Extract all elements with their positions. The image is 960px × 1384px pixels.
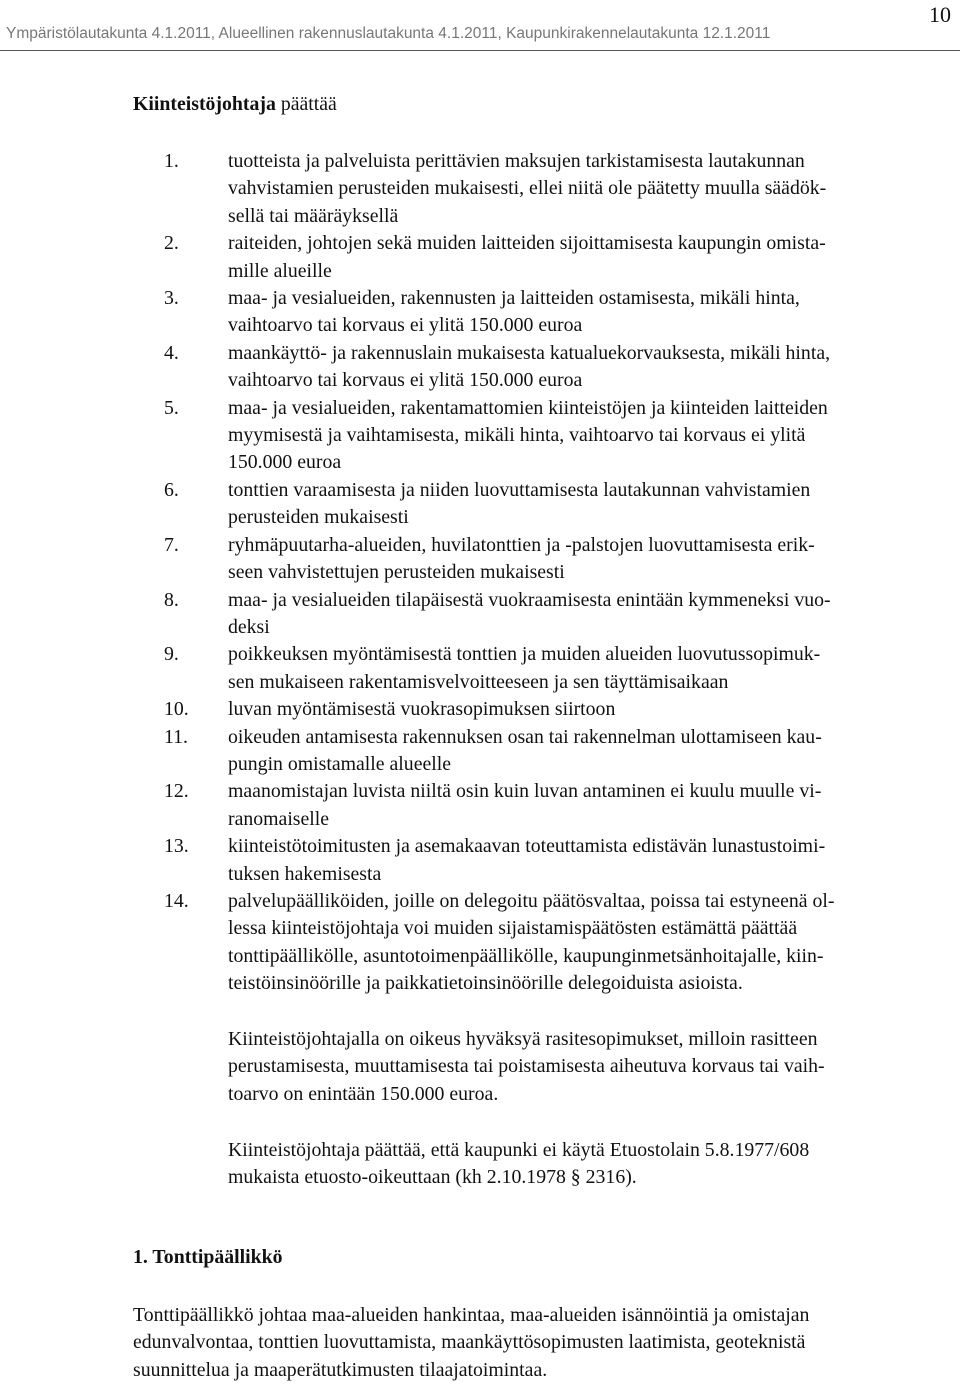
paragraph-line: toarvo on enintään 150.000 euroa. bbox=[228, 1082, 499, 1105]
list-item-line: perusteiden mukaisesti bbox=[228, 506, 409, 529]
list-item-number: 2. bbox=[164, 232, 179, 255]
running-header: Ympäristölautakunta 4.1.2011, Alueellinen rakennuslautakunta 4.1.2011, Kaupunkirakennelautakunta 12.1.2011 bbox=[6, 25, 771, 42]
list-item bbox=[133, 230, 948, 285]
list-item bbox=[133, 477, 948, 532]
decision-list bbox=[133, 148, 948, 998]
list-item bbox=[133, 587, 948, 642]
page-number: 10 bbox=[929, 2, 951, 27]
list-item-line: luvan myöntämisestä vuokrasopimuksen siirtoon bbox=[228, 698, 616, 721]
list-item-number: 11. bbox=[164, 725, 188, 748]
heading-bold: Kiinteistöjohtaja bbox=[133, 93, 276, 115]
list-item-line: kiinteistötoimitusten ja asemakaavan toteuttamista edistävän lunastustoimi- bbox=[228, 835, 826, 858]
list-item-number: 7. bbox=[164, 533, 179, 556]
paragraph-line: Kiinteistöjohtaja päättää, että kaupunki ei käytä Etuostolain 5.8.1977/608 bbox=[228, 1139, 810, 1161]
list-item-line: maa- ja vesialueiden, rakennusten ja laitteiden ostamisesta, mikäli hinta, bbox=[228, 287, 800, 310]
list-item-line: tonttien varaamisesta ja niiden luovuttamisesta lautakunnan vahvistamien bbox=[228, 478, 811, 501]
list-item-line: palvelupäälliköiden, joille on delegoitu päätösvaltaa, poissa tai estyneenä ol- bbox=[228, 889, 835, 912]
list-item-line: 150.000 euroa bbox=[228, 451, 342, 474]
list-item-line: maankäyttö- ja rakennuslain mukaisesta katualuekorvauksesta, mikäli hinta, bbox=[228, 341, 831, 364]
list-item bbox=[133, 696, 948, 723]
list-item-number: 1. bbox=[164, 150, 179, 172]
list-item-line: vaihtoarvo tai korvaus ei ylitä 150.000 euroa bbox=[228, 369, 583, 392]
list-item-line: tuotteista ja palveluista perittävien maksujen tarkistamisesta lautakunnan bbox=[228, 150, 805, 172]
list-item-number: 8. bbox=[164, 588, 179, 611]
list-item-line: mille alueille bbox=[228, 259, 332, 282]
list-item-number: 10. bbox=[164, 698, 189, 721]
list-item-number: 13. bbox=[164, 835, 189, 858]
list-item bbox=[133, 641, 948, 696]
list-item bbox=[133, 778, 948, 833]
list-item bbox=[133, 285, 948, 340]
list-item-number: 5. bbox=[164, 396, 179, 419]
list-item-line: maanomistajan luvista niiltä osin kuin luvan antaminen ei kuulu muulle vi- bbox=[228, 780, 822, 803]
list-item bbox=[133, 833, 948, 888]
list-item-line: vahvistamien perusteiden mukaisesti, ellei niitä ole päätetty muulla säädök- bbox=[228, 177, 827, 200]
list-item-line: seen vahvistettujen perusteiden mukaisesti bbox=[228, 561, 565, 584]
list-item-line: deksi bbox=[228, 615, 270, 638]
list-item-number: 9. bbox=[164, 643, 179, 666]
list-item-line: maa- ja vesialueiden, rakentamattomien kiinteistöjen ja kiinteiden laitteiden bbox=[228, 396, 828, 419]
list-item bbox=[133, 148, 948, 230]
paragraph-line: edunvalvontaa, tonttien luovuttamista, maankäyttösopimusten laatimista, geoteknistä bbox=[133, 1331, 806, 1354]
list-item-line: sen mukaiseen rakentamisvelvoitteeseen ja sen täyttämisaikaan bbox=[228, 670, 729, 693]
list-item bbox=[133, 724, 948, 779]
list-item-line: tuksen hakemisesta bbox=[228, 862, 382, 885]
list-item-number: 4. bbox=[164, 341, 179, 364]
list-item bbox=[133, 395, 948, 477]
heading-rest: päättää bbox=[280, 93, 337, 115]
list-item-number: 3. bbox=[164, 287, 179, 310]
paragraph-tonttipaallikko bbox=[133, 1302, 948, 1384]
list-item-number: 6. bbox=[164, 478, 179, 501]
list-item bbox=[133, 532, 948, 587]
paragraph-line: mukaista etuosto-oikeuttaan (kh 2.10.1978 § 2316). bbox=[228, 1166, 637, 1189]
list-item bbox=[133, 340, 948, 395]
sub-heading-tonttipaallikko: 1. Tonttipäällikkö bbox=[133, 1246, 283, 1268]
list-item-line: ryhmäpuutarha-alueiden, huvilatonttien ja -palstojen luovuttamisesta erik- bbox=[228, 533, 815, 556]
paragraph-line: Kiinteistöjohtajalla on oikeus hyväksyä rasitesopimukset, milloin rasitteen bbox=[228, 1028, 818, 1050]
list-item-line: maa- ja vesialueiden tilapäisestä vuokraamisesta enintään kymmeneksi vuo- bbox=[228, 588, 831, 611]
list-item-line: tonttipäällikölle, asuntotoimenpäällikölle, kaupunginmetsänhoitajalle, kiin- bbox=[228, 944, 824, 967]
paragraph-line: Tonttipäällikkö johtaa maa-alueiden hankintaa, maa-alueiden isännöintiä ja omistajan bbox=[133, 1304, 810, 1326]
list-item-line: ranomaiselle bbox=[228, 807, 330, 830]
paragraph-easements bbox=[228, 1026, 948, 1108]
header-rule bbox=[0, 50, 960, 51]
list-item-line: teistöinsinöörille ja paikkatietoinsinöörille delegoiduista asioista. bbox=[228, 972, 743, 995]
list-item-line: lessa kiinteistöjohtaja voi muiden sijaistamispäätösten estämättä päättää bbox=[228, 917, 798, 940]
list-item-line: oikeuden antamisesta rakennuksen osan tai rakennelman ulottamiseen kau- bbox=[228, 725, 822, 748]
section-heading bbox=[133, 93, 337, 116]
list-item-number: 14. bbox=[164, 889, 189, 912]
list-item-line: pungin omistamalle alueelle bbox=[228, 752, 452, 775]
list-item-line: vaihtoarvo tai korvaus ei ylitä 150.000 euroa bbox=[228, 314, 583, 337]
paragraph-line: suunnittelua ja maaperätutkimusten tilaajatoimintaa. bbox=[133, 1358, 548, 1381]
paragraph-line: perustamisesta, muuttamisesta tai poistamisesta aiheutuva korvaus tai vaih- bbox=[228, 1055, 825, 1078]
list-item-line: myymisestä ja vaihtamisesta, mikäli hinta, vaihtoarvo tai korvaus ei ylitä bbox=[228, 424, 806, 447]
list-item-number: 12. bbox=[164, 780, 189, 803]
list-item-line: poikkeuksen myöntämisestä tonttien ja muiden alueiden luovutussopimuk- bbox=[228, 643, 821, 666]
paragraph-preemption bbox=[228, 1137, 948, 1192]
list-item-line: raiteiden, johtojen sekä muiden laitteiden sijoittamisesta kaupungin omista- bbox=[228, 232, 826, 255]
list-item bbox=[133, 888, 948, 998]
list-item-line: sellä tai määräyksellä bbox=[228, 204, 399, 227]
